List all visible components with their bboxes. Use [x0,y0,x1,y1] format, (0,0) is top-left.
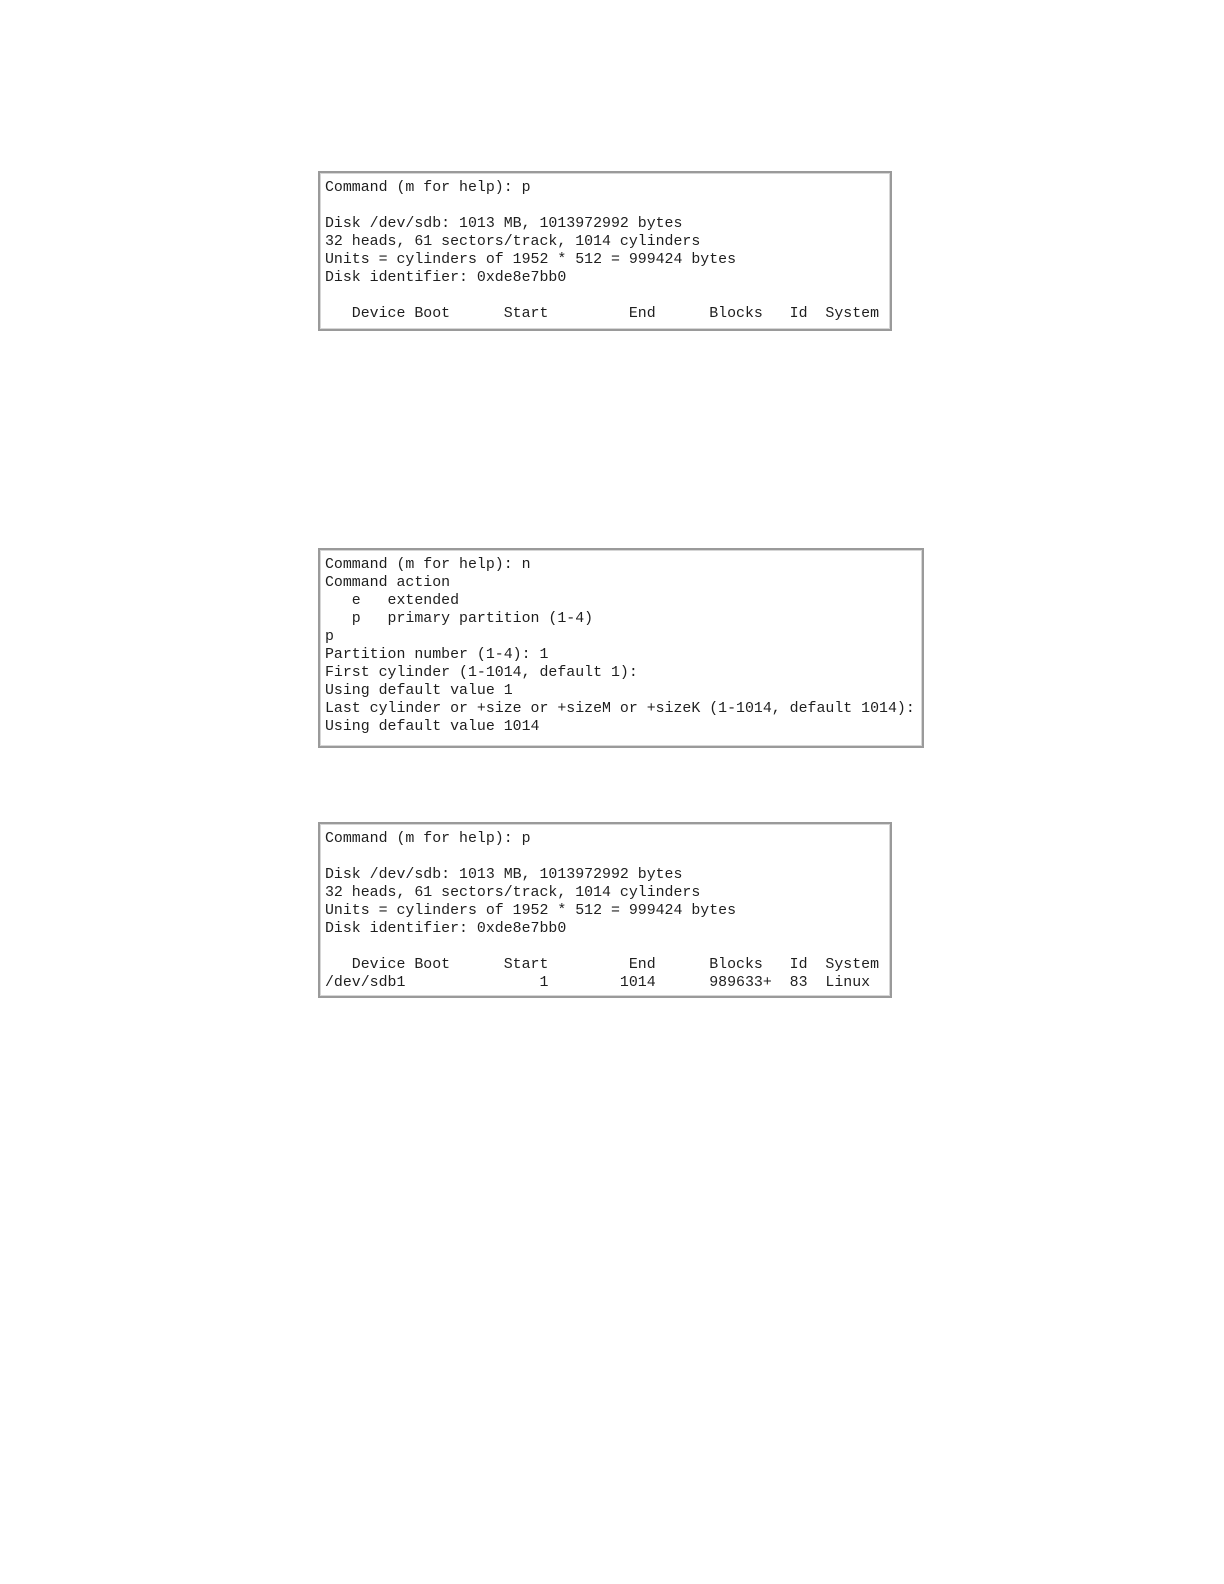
terminal-line-table-header: Device Boot Start End Blocks Id System [325,306,880,322]
terminal-line-units: Units = cylinders of 1952 * 512 = 999424 bytes [325,252,737,268]
terminal-line-last-cylinder: Last cylinder or +size or +sizeM or +sizeK (1-1014, default 1014): [325,701,915,717]
terminal-line-first-cylinder: First cylinder (1-1014, default 1): [325,665,638,681]
fdisk-new-partition-session [318,548,924,748]
terminal-line-disk-identifier: Disk identifier: 0xde8e7bb0 [325,921,567,937]
terminal-line-disk-size: Disk /dev/sdb: 1013 MB, 1013972992 bytes [325,216,683,232]
terminal-line-disk-identifier: Disk identifier: 0xde8e7bb0 [325,270,567,286]
terminal-line-geometry: 32 heads, 61 sectors/track, 1014 cylinders [325,885,701,901]
terminal-line-partition-number: Partition number (1-4): 1 [325,647,549,663]
terminal-line-disk-size: Disk /dev/sdb: 1013 MB, 1013972992 bytes [325,867,683,883]
fdisk-print-empty-table [318,171,892,331]
fdisk-print-with-partition [318,822,892,998]
terminal-line-command-prompt: Command (m for help): n [325,557,531,573]
terminal-line-geometry: 32 heads, 61 sectors/track, 1014 cylinders [325,234,701,250]
terminal-line-option-primary: p primary partition (1-4) [325,611,594,627]
terminal-line-blank [325,938,890,956]
terminal-line-command-action: Command action [325,575,451,591]
terminal-line-option-extended: e extended [325,593,460,609]
terminal-line-table-header: Device Boot Start End Blocks Id System [325,957,880,973]
terminal-line-blank [325,197,890,215]
terminal-line-blank [325,287,890,305]
terminal-line-blank [325,848,890,866]
terminal-line-command-prompt: Command (m for help): p [325,180,531,196]
terminal-line-command-prompt: Command (m for help): p [325,831,531,847]
terminal-line-default-last: Using default value 1014 [325,719,540,735]
terminal-line-units: Units = cylinders of 1952 * 512 = 999424 bytes [325,903,737,919]
terminal-line-user-input: p [325,629,334,645]
terminal-line-partition-row: /dev/sdb1 1 1014 989633+ 83 Linux [325,975,871,991]
terminal-line-default-first: Using default value 1 [325,683,513,699]
